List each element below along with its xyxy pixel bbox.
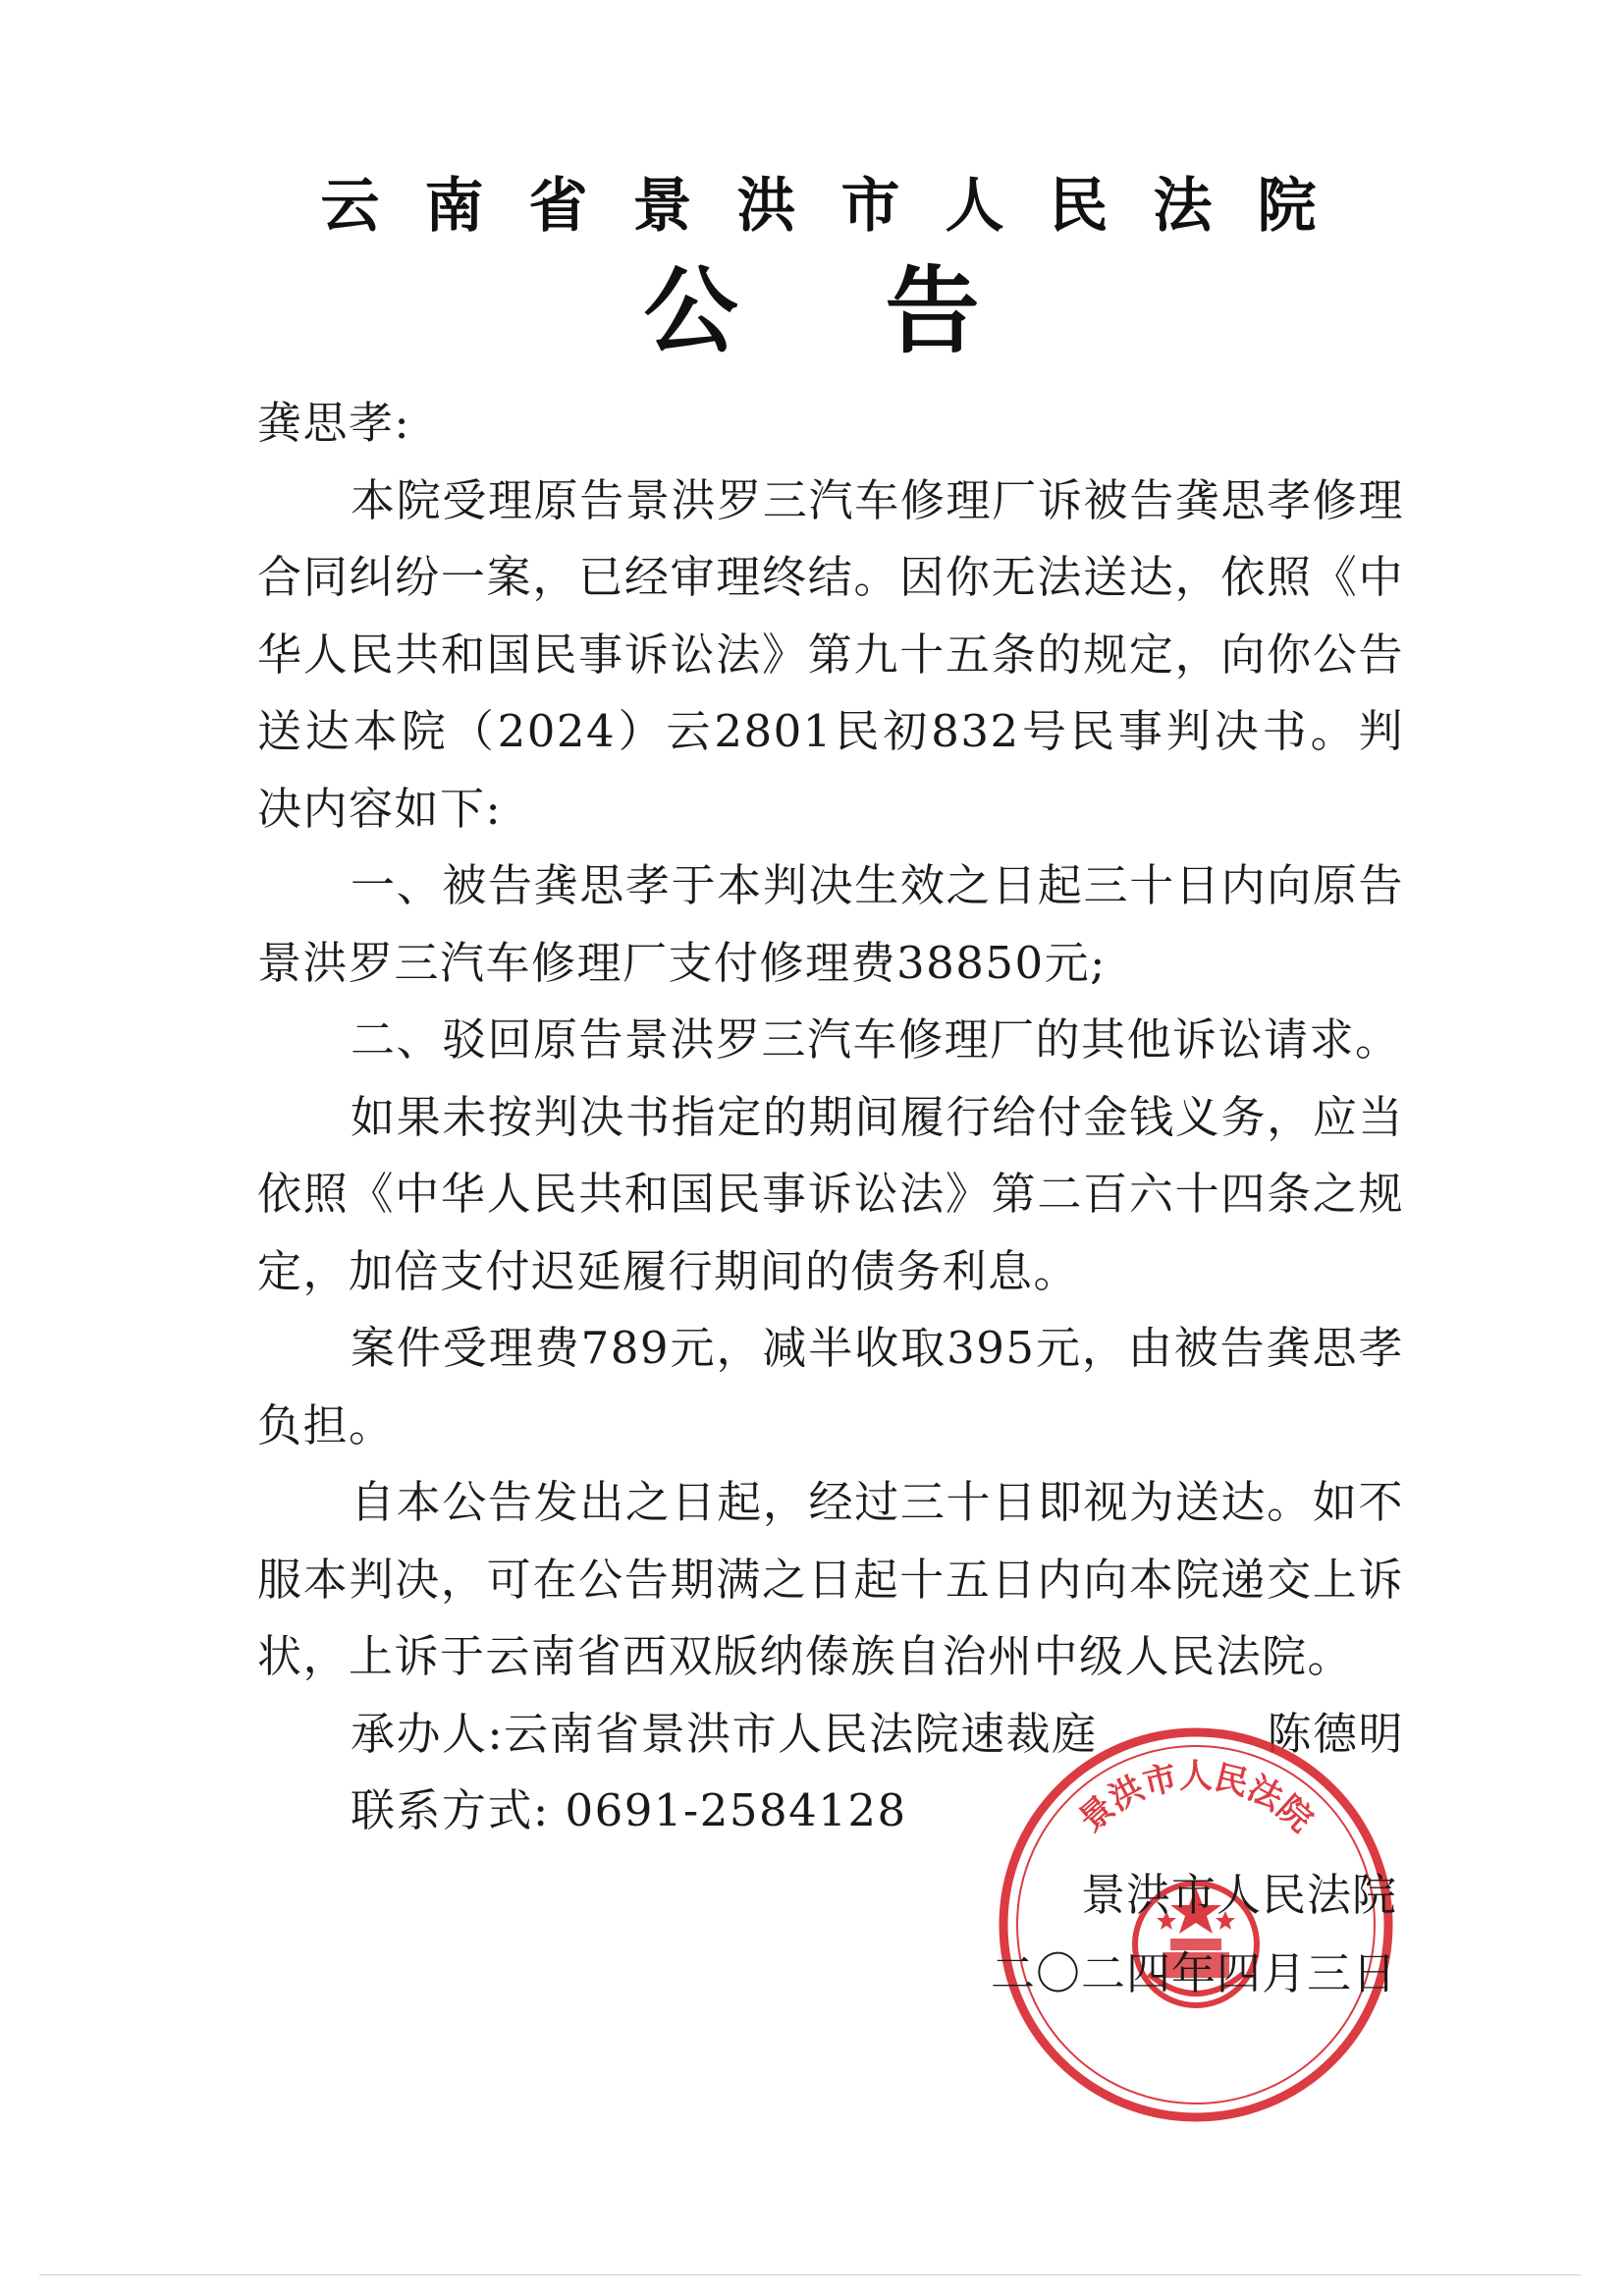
paragraph-case-intro: 本院受理原告景洪罗三汽车修理厂诉被告龚思孝修理合同纠纷一案，已经审理终结。因你无法送达，依照《中华人民共和国民事诉讼法》第九十五条的规定，向你公告送达本院（2024）云2801民初832号民事判决书。判决内容如下: xyxy=(257,473,1404,835)
handler-name: 陈德明 xyxy=(1267,1707,1404,1760)
contact-info: 联系方式: 0691-2584128 xyxy=(351,1784,907,1836)
bottom-divider xyxy=(39,2274,1581,2275)
paragraph-judgment-item-1: 一、被告龚思孝于本判决生效之日起三十日内向原告景洪罗三汽车修理厂支付修理费38850元; xyxy=(257,859,1404,989)
signature-date: 二〇二四年四月三日 xyxy=(990,1947,1397,1999)
paragraph-case-fee: 案件受理费789元，减半收取395元，由被告龚思孝负担。 xyxy=(257,1322,1404,1451)
document-title: 公告 xyxy=(643,256,1127,366)
paragraph-late-payment: 如果未按判决书指定的期间履行给付金钱义务，应当依照《中华人民共和国民事诉讼法》第二百六十四条之规定，加倍支付迟延履行期间的债务利息。 xyxy=(257,1090,1404,1297)
paragraph-judgment-item-2: 二、驳回原告景洪罗三汽车修理厂的其他诉讼请求。 xyxy=(351,1013,1401,1066)
court-name-heading: 云南省景洪市人民法院 xyxy=(320,172,1362,241)
addressee: 龚思孝: xyxy=(257,397,411,449)
paragraph-service-appeal: 自本公告发出之日起，经过三十日即视为送达。如不服本判决，可在公告期满之日起十五日内向本院递交上诉状，上诉于云南省西双版纳傣族自治州中级人民法院。 xyxy=(257,1476,1404,1682)
signature-court: 景洪市人民法院 xyxy=(1080,1869,1397,1921)
notice-body xyxy=(257,385,1404,1850)
signature-block xyxy=(991,1856,1397,2013)
handler-label: 承办人:云南省景洪市人民法院速裁庭 xyxy=(351,1707,1098,1760)
seal-legend-text: 景洪市人民法院 xyxy=(1071,1757,1321,1840)
